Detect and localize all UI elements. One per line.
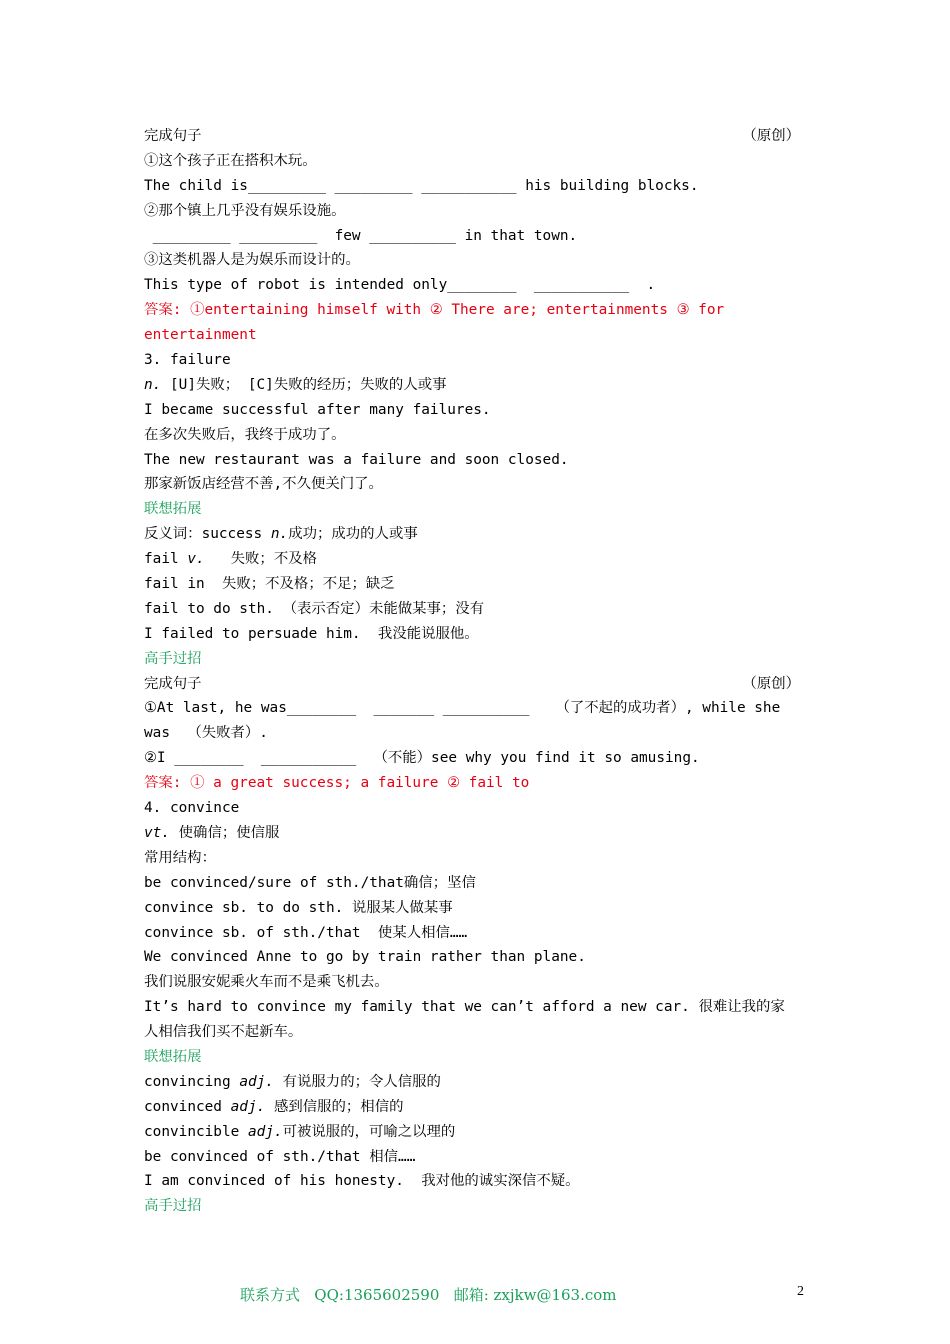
definition-line	[144, 1070, 800, 1095]
text-line: convince sb. to do sth. 说服某人做某事	[144, 899, 453, 916]
term: convinced	[144, 1098, 231, 1115]
text-line: 在多次失败后，我终于成功了。	[144, 426, 346, 443]
text-line: ①这个孩子正在搭积木玩。	[144, 152, 317, 169]
part-of-speech: n.	[144, 376, 162, 393]
definition-text: 有说服力的；令人信服的	[273, 1073, 441, 1090]
subsection-heading: 高手过招	[144, 650, 202, 667]
term: 反义词：success	[144, 526, 271, 543]
definition-line	[144, 821, 800, 846]
text-line: 4. convince	[144, 800, 240, 817]
part-of-speech: vt.	[144, 824, 170, 841]
text-line: 常用结构：	[144, 849, 216, 866]
definition-text: 可被说服的，可喻之以理的	[282, 1123, 456, 1140]
section-header-row	[144, 124, 800, 149]
part-of-speech: v.	[187, 551, 205, 568]
definition-line	[144, 522, 800, 547]
source-tag: （原创）	[742, 128, 800, 144]
text-line: ①At last, he was________ _______ __________ （了不起的成功者）, while she	[144, 700, 781, 717]
section-header: 完成句子	[144, 128, 202, 144]
definition-line	[144, 547, 800, 572]
text-line: The new restaurant was a failure and soon closed.	[144, 451, 569, 468]
definition-text: 感到信服的；相信的	[265, 1098, 404, 1115]
text-line: be convinced of sth./that 相信……	[144, 1148, 416, 1165]
text-line: I am convinced of his honesty. 我对他的诚实深信不疑。	[144, 1173, 580, 1190]
text-line: ②I ________ ___________ （不能）see why you find it so amusing.	[144, 750, 700, 767]
text-line: I became successful after many failures.	[144, 401, 491, 418]
definition-text: [U]失败； [C]失败的经历；失败的人或事	[161, 376, 447, 393]
part-of-speech: n.	[270, 526, 289, 543]
part-of-speech: adj.	[239, 1073, 274, 1090]
document-body	[144, 124, 800, 1219]
part-of-speech: adj.	[230, 1098, 266, 1115]
section-header-row	[144, 672, 800, 697]
answer-line: 答案: ①entertaining himself with ② There are; entertainments ③ for	[144, 302, 725, 319]
definition-text: 成功；成功的人或事	[288, 526, 418, 543]
text-line: ③这类机器人是为娱乐而设计的。	[144, 252, 360, 269]
text-line: 人相信我们买不起新车。	[144, 1024, 303, 1041]
subsection-heading: 高手过招	[144, 1198, 202, 1215]
term: fail	[144, 551, 188, 568]
footer-contact: 联系方式 QQ:1365602590 邮箱: zxjkw@163.com	[240, 1286, 617, 1304]
text-line: 我们说服安妮乘火车而不是乘飞机去。	[144, 974, 389, 991]
text-line: 那家新饭店经营不善,不久便关门了。	[144, 476, 383, 493]
definition-line	[144, 1120, 800, 1145]
text-line: This type of robot is intended only________ ___________ .	[144, 277, 656, 294]
text-line: convince sb. of sth./that 使某人相信……	[144, 924, 468, 941]
text-line: ②那个镇上几乎没有娱乐设施。	[144, 202, 346, 219]
definition-text: 使确信；使信服	[170, 824, 280, 841]
term: convincible	[144, 1123, 248, 1140]
text-line: The child is_________ _________ ___________ his building blocks.	[144, 177, 699, 194]
text-line: was （失败者）.	[144, 725, 268, 742]
definition-line	[144, 373, 800, 398]
page-number: 2	[797, 1284, 804, 1299]
text-line: 3. failure	[144, 352, 231, 369]
definition-line	[144, 1095, 800, 1120]
text-line: _________ _________ few __________ in that town.	[144, 227, 578, 244]
term: convincing	[144, 1073, 240, 1090]
subsection-heading: 联想拓展	[144, 501, 202, 518]
text-line: fail to do sth. （表示否定）未能做某事；没有	[144, 600, 485, 617]
text-line: I failed to persuade him. 我没能说服他。	[144, 625, 479, 642]
text-line: It’s hard to convince my family that we can’t afford a new car. 很难让我的家	[144, 999, 785, 1016]
text-line: We convinced Anne to go by train rather than plane.	[144, 949, 586, 966]
section-header: 完成句子	[144, 675, 202, 692]
source-tag: （原创）	[742, 675, 800, 692]
part-of-speech: adj.	[247, 1123, 283, 1140]
text-line: fail in 失败；不及格；不足；缺乏	[144, 576, 395, 593]
answer-line: entertainment	[144, 327, 257, 344]
definition-text: 失败；不及格	[204, 551, 317, 568]
subsection-heading: 联想拓展	[144, 1048, 202, 1065]
answer-line: 答案: ① a great success; a failure ② fail to	[144, 775, 530, 792]
text-line: be convinced/sure of sth./that确信；坚信	[144, 874, 476, 891]
